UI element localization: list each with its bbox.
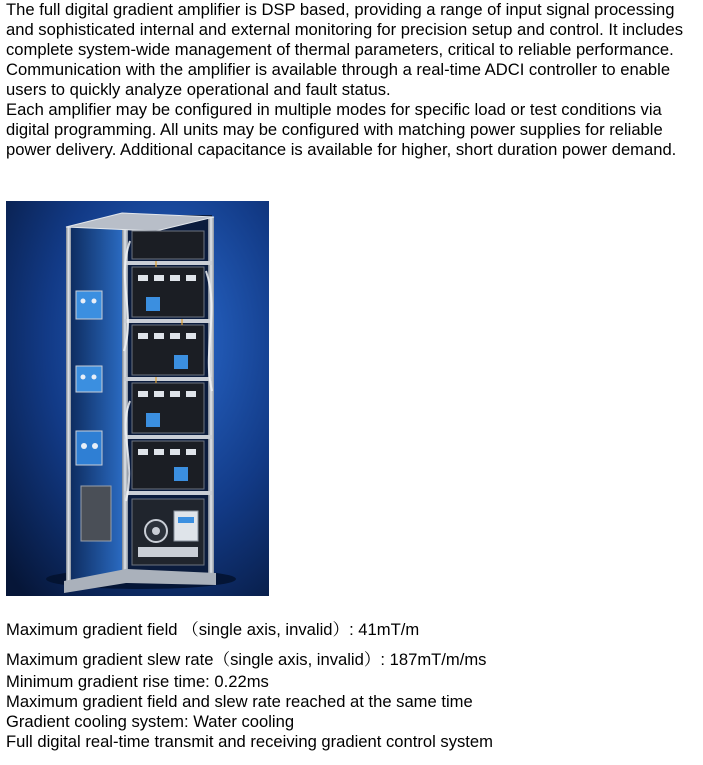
spec-min-rise-time: Minimum gradient rise time: 0.22ms xyxy=(6,672,269,691)
spec-max-gradient-field: Maximum gradient field （single axis, invalid）: 41mT/m xyxy=(6,620,420,639)
amplifier-cabinet-photo xyxy=(6,201,269,596)
spec-control-system: Full digital real-time transmit and receiving gradient control system xyxy=(6,732,493,751)
intro-paragraph: Each amplifier may be configured in multiple modes for specific load or test conditions via digital programming. All units may be configured with matching power supplies for reliable power delivery. Additional capacitance is available for higher, short duration power demand. xyxy=(6,100,677,159)
intro-paragraph: Communication with the amplifier is available through a real-time ADCI controller to enable users to quickly analyze operational and fault status. xyxy=(6,60,671,99)
spec-simultaneous-performance: Maximum gradient field and slew rate reached at the same time xyxy=(6,692,473,711)
specifications-list xyxy=(6,620,701,752)
spec-cooling-system: Gradient cooling system: Water cooling xyxy=(6,712,295,731)
spec-max-slew-rate: Maximum gradient slew rate（single axis, invalid）: 187mT/m/ms xyxy=(6,650,487,669)
intro-paragraph: The full digital gradient amplifier is DSP based, providing a range of input signal processing and sophisticated internal and external monitoring for precision setup and control. It includes complete system-wide management of thermal parameters, critical to reliable performance. xyxy=(6,0,684,59)
intro-text xyxy=(6,0,701,160)
